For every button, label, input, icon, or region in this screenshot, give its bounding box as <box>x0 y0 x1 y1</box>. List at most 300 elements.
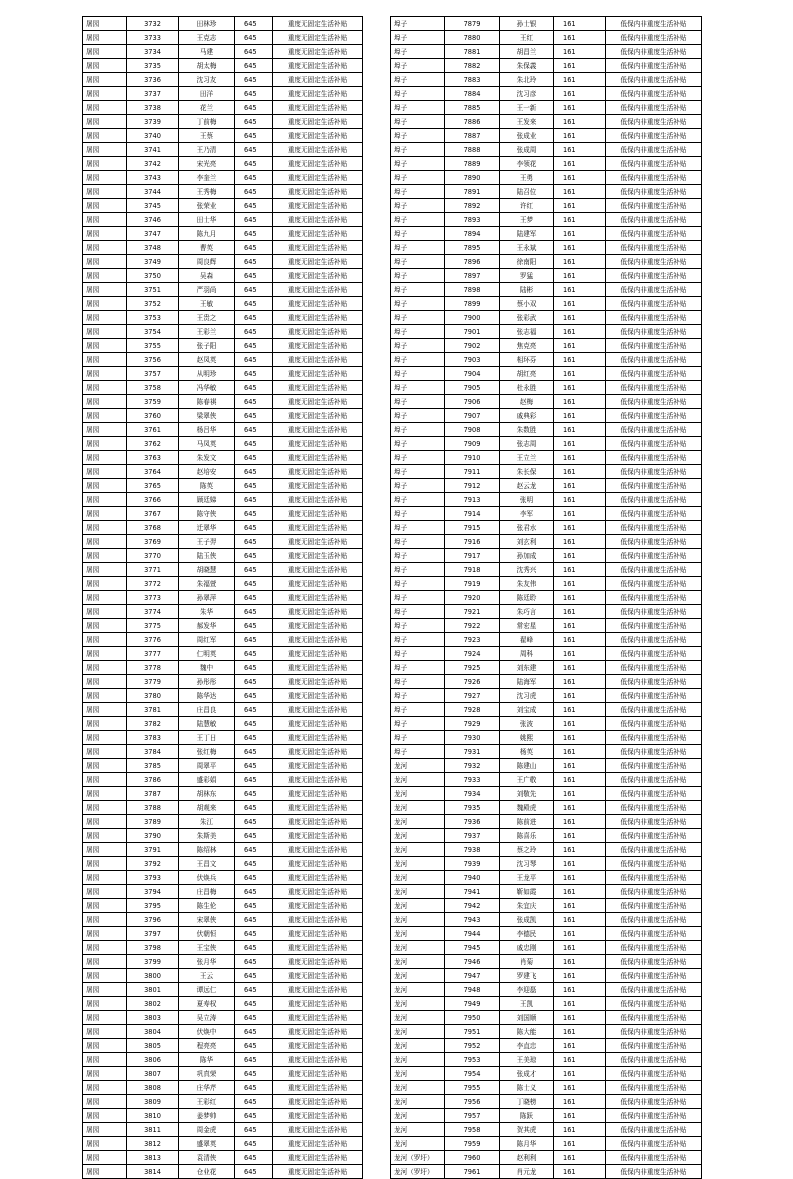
type-cell: 低保内非重度生活补贴 <box>606 661 702 675</box>
type-cell: 重度无固定生活补贴 <box>273 157 363 171</box>
type-cell: 低保内非重度生活补贴 <box>606 885 702 899</box>
type-cell: 低保内非重度生活补贴 <box>606 703 702 717</box>
name-cell: 王梦 <box>500 213 554 227</box>
amount-cell: 645 <box>235 773 273 787</box>
number-cell: 7960 <box>445 1151 500 1165</box>
number-cell: 3814 <box>127 1165 179 1179</box>
number-cell: 3775 <box>127 619 179 633</box>
town-cell: 龙河 <box>391 843 445 857</box>
amount-cell: 161 <box>554 395 606 409</box>
name-cell: 姜梦帅 <box>179 1109 235 1123</box>
amount-cell: 645 <box>235 787 273 801</box>
town-cell: 屠园 <box>83 367 127 381</box>
amount-cell: 161 <box>554 899 606 913</box>
amount-cell: 161 <box>554 1095 606 1109</box>
type-cell: 重度无固定生活补贴 <box>273 59 363 73</box>
table-row <box>391 591 702 605</box>
number-cell: 3742 <box>127 157 179 171</box>
table-row <box>391 31 702 45</box>
town-cell: 埠子 <box>391 605 445 619</box>
amount-cell: 645 <box>235 479 273 493</box>
table-row <box>83 339 363 353</box>
table-row <box>83 507 363 521</box>
name-cell: 王广敬 <box>500 773 554 787</box>
type-cell: 重度无固定生活补贴 <box>273 1081 363 1095</box>
town-cell: 屠园 <box>83 857 127 871</box>
number-cell: 3770 <box>127 549 179 563</box>
number-cell: 3747 <box>127 227 179 241</box>
amount-cell: 161 <box>554 185 606 199</box>
town-cell: 龙河 <box>391 773 445 787</box>
type-cell: 重度无固定生活补贴 <box>273 941 363 955</box>
amount-cell: 161 <box>554 59 606 73</box>
name-cell: 王发来 <box>500 115 554 129</box>
amount-cell: 645 <box>235 997 273 1011</box>
table-row <box>391 675 702 689</box>
town-cell: 埠子 <box>391 549 445 563</box>
type-cell: 重度无固定生活补贴 <box>273 465 363 479</box>
table-row <box>391 479 702 493</box>
type-cell: 重度无固定生活补贴 <box>273 325 363 339</box>
number-cell: 7946 <box>445 955 500 969</box>
town-cell: 埠子 <box>391 199 445 213</box>
type-cell: 低保内非重度生活补贴 <box>606 1011 702 1025</box>
type-cell: 重度无固定生活补贴 <box>273 675 363 689</box>
table-row <box>83 661 363 675</box>
town-cell: 埠子 <box>391 73 445 87</box>
town-cell: 屠园 <box>83 1067 127 1081</box>
type-cell: 低保内非重度生活补贴 <box>606 395 702 409</box>
table-row <box>83 45 363 59</box>
number-cell: 7893 <box>445 213 500 227</box>
name-cell: 肖元龙 <box>500 1165 554 1179</box>
number-cell: 3800 <box>127 969 179 983</box>
table-row <box>391 731 702 745</box>
type-cell: 重度无固定生活补贴 <box>273 311 363 325</box>
number-cell: 7903 <box>445 353 500 367</box>
table-row <box>83 199 363 213</box>
name-cell: 庄华芹 <box>179 1081 235 1095</box>
number-cell: 7894 <box>445 227 500 241</box>
number-cell: 3736 <box>127 73 179 87</box>
name-cell: 李德民 <box>500 927 554 941</box>
type-cell: 重度无固定生活补贴 <box>273 1095 363 1109</box>
type-cell: 低保内非重度生活补贴 <box>606 913 702 927</box>
amount-cell: 645 <box>235 619 273 633</box>
amount-cell: 645 <box>235 73 273 87</box>
number-cell: 3790 <box>127 829 179 843</box>
type-cell: 重度无固定生活补贴 <box>273 213 363 227</box>
table-row <box>83 927 363 941</box>
amount-cell: 645 <box>235 297 273 311</box>
type-cell: 重度无固定生活补贴 <box>273 843 363 857</box>
type-cell: 低保内非重度生活补贴 <box>606 997 702 1011</box>
amount-cell: 645 <box>235 913 273 927</box>
type-cell: 低保内非重度生活补贴 <box>606 171 702 185</box>
amount-cell: 645 <box>235 185 273 199</box>
type-cell: 低保内非重度生活补贴 <box>606 955 702 969</box>
table-row <box>391 185 702 199</box>
name-cell: 张君水 <box>500 521 554 535</box>
table-row <box>83 87 363 101</box>
amount-cell: 161 <box>554 941 606 955</box>
type-cell: 低保内非重度生活补贴 <box>606 535 702 549</box>
amount-cell: 161 <box>554 801 606 815</box>
type-cell: 低保内非重度生活补贴 <box>606 367 702 381</box>
amount-cell: 161 <box>554 1109 606 1123</box>
number-cell: 3787 <box>127 787 179 801</box>
number-cell: 3741 <box>127 143 179 157</box>
type-cell: 低保内非重度生活补贴 <box>606 297 702 311</box>
name-cell: 马建 <box>179 45 235 59</box>
town-cell: 埠子 <box>391 395 445 409</box>
number-cell: 7947 <box>445 969 500 983</box>
table-row <box>83 829 363 843</box>
amount-cell: 161 <box>554 143 606 157</box>
name-cell: 魏中 <box>179 661 235 675</box>
name-cell: 程亮亮 <box>179 1039 235 1053</box>
table-row <box>83 297 363 311</box>
name-cell: 谭远仁 <box>179 983 235 997</box>
table-row <box>83 913 363 927</box>
town-cell: 屠园 <box>83 325 127 339</box>
name-cell: 陈春祺 <box>179 395 235 409</box>
table-row <box>391 787 702 801</box>
town-cell: 埠子 <box>391 339 445 353</box>
type-cell: 重度无固定生活补贴 <box>273 423 363 437</box>
name-cell: 巩真荣 <box>179 1067 235 1081</box>
name-cell: 胡红亮 <box>500 367 554 381</box>
number-cell: 7912 <box>445 479 500 493</box>
name-cell: 贺其虎 <box>500 1123 554 1137</box>
amount-cell: 645 <box>235 129 273 143</box>
town-cell: 埠子 <box>391 619 445 633</box>
number-cell: 3782 <box>127 717 179 731</box>
amount-cell: 645 <box>235 171 273 185</box>
number-cell: 7944 <box>445 927 500 941</box>
table-row <box>83 997 363 1011</box>
amount-cell: 161 <box>554 367 606 381</box>
town-cell: 屠园 <box>83 717 127 731</box>
amount-cell: 645 <box>235 31 273 45</box>
type-cell: 重度无固定生活补贴 <box>273 969 363 983</box>
number-cell: 7938 <box>445 843 500 857</box>
number-cell: 3778 <box>127 661 179 675</box>
amount-cell: 645 <box>235 1039 273 1053</box>
type-cell: 低保内非重度生活补贴 <box>606 269 702 283</box>
table-row <box>83 717 363 731</box>
number-cell: 7953 <box>445 1053 500 1067</box>
number-cell: 7898 <box>445 283 500 297</box>
number-cell: 7906 <box>445 395 500 409</box>
name-cell: 陆海军 <box>500 675 554 689</box>
type-cell: 重度无固定生活补贴 <box>273 1151 363 1165</box>
amount-cell: 645 <box>235 703 273 717</box>
number-cell: 7936 <box>445 815 500 829</box>
type-cell: 低保内非重度生活补贴 <box>606 451 702 465</box>
name-cell: 孙加成 <box>500 549 554 563</box>
name-cell: 王丁日 <box>179 731 235 745</box>
type-cell: 低保内非重度生活补贴 <box>606 773 702 787</box>
amount-cell: 161 <box>554 955 606 969</box>
amount-cell: 645 <box>235 647 273 661</box>
table-row <box>391 983 702 997</box>
table-row <box>391 507 702 521</box>
town-cell: 龙河 <box>391 913 445 927</box>
amount-cell: 161 <box>554 325 606 339</box>
name-cell: 王子羿 <box>179 535 235 549</box>
type-cell: 低保内非重度生活补贴 <box>606 1025 702 1039</box>
town-cell: 埠子 <box>391 17 445 31</box>
amount-cell: 645 <box>235 395 273 409</box>
amount-cell: 645 <box>235 633 273 647</box>
amount-cell: 161 <box>554 731 606 745</box>
table-row <box>391 1067 702 1081</box>
type-cell: 重度无固定生活补贴 <box>273 1109 363 1123</box>
name-cell: 仓业花 <box>179 1165 235 1179</box>
amount-cell: 161 <box>554 1025 606 1039</box>
name-cell: 庄昌梅 <box>179 885 235 899</box>
type-cell: 重度无固定生活补贴 <box>273 591 363 605</box>
amount-cell: 645 <box>235 955 273 969</box>
type-cell: 重度无固定生活补贴 <box>273 1011 363 1025</box>
table-row <box>83 843 363 857</box>
type-cell: 重度无固定生活补贴 <box>273 759 363 773</box>
table-row <box>83 1053 363 1067</box>
name-cell: 庄昌良 <box>179 703 235 717</box>
number-cell: 7883 <box>445 73 500 87</box>
name-cell: 陈守侠 <box>179 507 235 521</box>
amount-cell: 645 <box>235 983 273 997</box>
town-cell: 埠子 <box>391 479 445 493</box>
table-row <box>83 1067 363 1081</box>
amount-cell: 161 <box>554 577 606 591</box>
amount-cell: 161 <box>554 885 606 899</box>
number-cell: 3752 <box>127 297 179 311</box>
table-row <box>83 521 363 535</box>
number-cell: 7918 <box>445 563 500 577</box>
town-cell: 埠子 <box>391 535 445 549</box>
town-cell: 屠园 <box>83 591 127 605</box>
town-cell: 埠子 <box>391 563 445 577</box>
amount-cell: 645 <box>235 885 273 899</box>
name-cell: 陈绍林 <box>179 843 235 857</box>
name-cell: 伏朝恒 <box>179 927 235 941</box>
town-cell: 屠园 <box>83 59 127 73</box>
table-row <box>83 703 363 717</box>
amount-cell: 161 <box>554 241 606 255</box>
town-cell: 埠子 <box>391 213 445 227</box>
table-row <box>391 283 702 297</box>
type-cell: 低保内非重度生活补贴 <box>606 927 702 941</box>
table-row <box>391 241 702 255</box>
amount-cell: 645 <box>235 45 273 59</box>
table-row <box>83 773 363 787</box>
town-cell: 屠园 <box>83 955 127 969</box>
amount-cell: 161 <box>554 773 606 787</box>
name-cell: 张志福 <box>500 325 554 339</box>
type-cell: 重度无固定生活补贴 <box>273 563 363 577</box>
town-cell: 龙河 <box>391 997 445 1011</box>
name-cell: 伏焕兵 <box>179 871 235 885</box>
table-row <box>83 563 363 577</box>
type-cell: 重度无固定生活补贴 <box>273 521 363 535</box>
type-cell: 低保内非重度生活补贴 <box>606 437 702 451</box>
name-cell: 张波 <box>500 717 554 731</box>
name-cell: 戚典彩 <box>500 409 554 423</box>
name-cell: 朱数胜 <box>500 423 554 437</box>
type-cell: 重度无固定生活补贴 <box>273 717 363 731</box>
type-cell: 重度无固定生活补贴 <box>273 871 363 885</box>
town-cell: 埠子 <box>391 367 445 381</box>
town-cell: 龙河 <box>391 1081 445 1095</box>
name-cell: 花兰 <box>179 101 235 115</box>
town-cell: 屠园 <box>83 829 127 843</box>
table-row <box>83 1151 363 1165</box>
amount-cell: 161 <box>554 283 606 297</box>
name-cell: 王红 <box>500 31 554 45</box>
table-row <box>83 759 363 773</box>
table-row <box>391 1151 702 1165</box>
town-cell: 埠子 <box>391 59 445 73</box>
town-cell: 龙河 <box>391 1095 445 1109</box>
type-cell: 重度无固定生活补贴 <box>273 787 363 801</box>
table-row <box>83 1081 363 1095</box>
number-cell: 3735 <box>127 59 179 73</box>
amount-cell: 645 <box>235 115 273 129</box>
amount-cell: 645 <box>235 857 273 871</box>
number-cell: 7920 <box>445 591 500 605</box>
table-row <box>83 227 363 241</box>
amount-cell: 645 <box>235 17 273 31</box>
name-cell: 张成业 <box>500 129 554 143</box>
name-cell: 相环芬 <box>500 353 554 367</box>
type-cell: 低保内非重度生活补贴 <box>606 45 702 59</box>
town-cell: 屠园 <box>83 941 127 955</box>
number-cell: 3785 <box>127 759 179 773</box>
table-row <box>391 885 702 899</box>
name-cell: 沈习彦 <box>500 87 554 101</box>
table-row <box>391 87 702 101</box>
type-cell: 重度无固定生活补贴 <box>273 927 363 941</box>
number-cell: 3804 <box>127 1025 179 1039</box>
number-cell: 7901 <box>445 325 500 339</box>
number-cell: 7881 <box>445 45 500 59</box>
type-cell: 重度无固定生活补贴 <box>273 535 363 549</box>
type-cell: 低保内非重度生活补贴 <box>606 87 702 101</box>
table-row <box>391 871 702 885</box>
number-cell: 3797 <box>127 927 179 941</box>
type-cell: 重度无固定生活补贴 <box>273 1025 363 1039</box>
amount-cell: 645 <box>235 689 273 703</box>
table-row <box>83 619 363 633</box>
number-cell: 3765 <box>127 479 179 493</box>
town-cell: 龙河 <box>391 1123 445 1137</box>
number-cell: 3754 <box>127 325 179 339</box>
name-cell: 王蔡 <box>179 129 235 143</box>
type-cell: 重度无固定生活补贴 <box>273 1165 363 1179</box>
name-cell: 陈士义 <box>500 1081 554 1095</box>
type-cell: 重度无固定生活补贴 <box>273 241 363 255</box>
number-cell: 3746 <box>127 213 179 227</box>
table-row <box>83 801 363 815</box>
name-cell: 王立兰 <box>500 451 554 465</box>
type-cell: 低保内非重度生活补贴 <box>606 17 702 31</box>
table-row <box>83 171 363 185</box>
town-cell: 埠子 <box>391 101 445 115</box>
number-cell: 7932 <box>445 759 500 773</box>
number-cell: 3762 <box>127 437 179 451</box>
number-cell: 7955 <box>445 1081 500 1095</box>
number-cell: 7888 <box>445 143 500 157</box>
number-cell: 3802 <box>127 997 179 1011</box>
name-cell: 陈月华 <box>500 1137 554 1151</box>
town-cell: 龙河 <box>391 871 445 885</box>
table-row <box>83 493 363 507</box>
amount-cell: 645 <box>235 563 273 577</box>
table-row <box>83 367 363 381</box>
type-cell: 重度无固定生活补贴 <box>273 913 363 927</box>
table-row <box>83 1011 363 1025</box>
table-row <box>391 297 702 311</box>
table-row <box>391 1081 702 1095</box>
amount-cell: 161 <box>554 437 606 451</box>
amount-cell: 645 <box>235 899 273 913</box>
table-row <box>391 1109 702 1123</box>
number-cell: 3792 <box>127 857 179 871</box>
town-cell: 屠园 <box>83 1137 127 1151</box>
amount-cell: 645 <box>235 465 273 479</box>
amount-cell: 161 <box>554 619 606 633</box>
type-cell: 重度无固定生活补贴 <box>273 115 363 129</box>
type-cell: 低保内非重度生活补贴 <box>606 563 702 577</box>
type-cell: 重度无固定生活补贴 <box>273 689 363 703</box>
name-cell: 赵凤英 <box>179 353 235 367</box>
number-cell: 3751 <box>127 283 179 297</box>
type-cell: 低保内非重度生活补贴 <box>606 325 702 339</box>
name-cell: 陈华达 <box>179 689 235 703</box>
amount-cell: 161 <box>554 703 606 717</box>
number-cell: 7884 <box>445 87 500 101</box>
town-cell: 屠园 <box>83 619 127 633</box>
number-cell: 7921 <box>445 605 500 619</box>
amount-cell: 161 <box>554 1165 606 1179</box>
type-cell: 低保内非重度生活补贴 <box>606 1109 702 1123</box>
number-cell: 7889 <box>445 157 500 171</box>
table-row <box>83 731 363 745</box>
number-cell: 7919 <box>445 577 500 591</box>
number-cell: 7957 <box>445 1109 500 1123</box>
name-cell: 周翠平 <box>179 759 235 773</box>
town-cell: 屠园 <box>83 31 127 45</box>
name-cell: 张成才 <box>500 1067 554 1081</box>
amount-cell: 645 <box>235 815 273 829</box>
name-cell: 沈习虎 <box>500 689 554 703</box>
type-cell: 低保内非重度生活补贴 <box>606 353 702 367</box>
number-cell: 3791 <box>127 843 179 857</box>
name-cell: 赵梅 <box>500 395 554 409</box>
town-cell: 龙河 <box>391 941 445 955</box>
table-row <box>391 801 702 815</box>
type-cell: 重度无固定生活补贴 <box>273 255 363 269</box>
table-row <box>391 927 702 941</box>
type-cell: 重度无固定生活补贴 <box>273 199 363 213</box>
amount-cell: 161 <box>554 563 606 577</box>
number-cell: 7939 <box>445 857 500 871</box>
number-cell: 3805 <box>127 1039 179 1053</box>
table-row <box>391 465 702 479</box>
amount-cell: 645 <box>235 493 273 507</box>
